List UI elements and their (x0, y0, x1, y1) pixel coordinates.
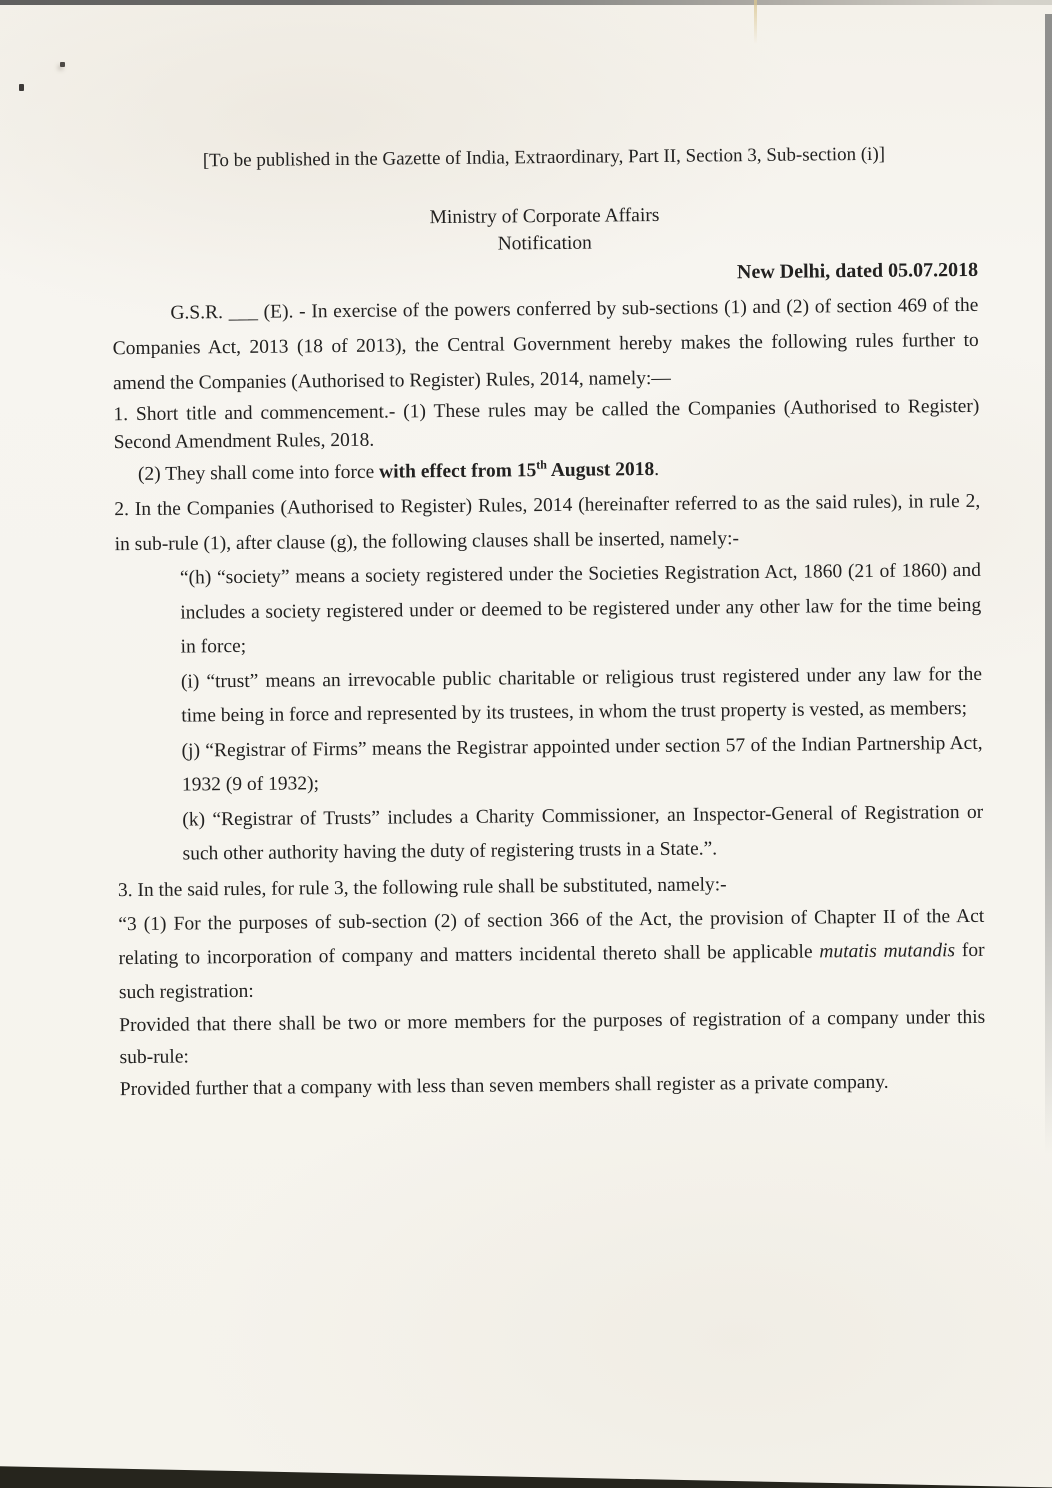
effective-date-bold: August 2018 (546, 458, 655, 482)
clause-j: (j) “Registrar of Firms” means the Registrar appointed under section 57 of the Indian Partnership Act, 1932 (9 of 1932); (181, 732, 983, 796)
sentence-period: . (654, 458, 660, 480)
proviso-1: Provided that there shall be two or more members for the purposes of registration of a company under this sub-rule: (119, 1006, 986, 1068)
rule3-sub1 (118, 899, 985, 1009)
scan-mark-artifact (754, 0, 757, 44)
ministry-line: Ministry of Corporate Affairs (429, 204, 660, 229)
publish-line: [To be published in the Gazette of India, Extraordinary, Part II, Section 3, Sub-section (i)] (202, 143, 886, 172)
mutatis-mutandis-italic: mutatis mutandis (819, 939, 956, 962)
rule2-intro: 2. In the Companies (Authorised to Register) Rules, 2014 (hereinafter referred to as the said rules), in rule 2, in sub-rule (1), after clause (g), the following clauses shall be inserted, namely:- (114, 490, 981, 556)
rule1-clause1: 1. Short title and commencement.- (1) These rules may be called the Companies (Authorised to Register) Second Amendment Rules, 2018. (113, 395, 980, 454)
scan-edge-bottom-artifact (0, 1466, 1052, 1488)
document-body (111, 136, 986, 1106)
gsr-paragraph: G.S.R. ___ (E). - In exercise of the powers conferred by sub-sections (1) and (2) of section 469 of the Companies Act, 2013 (18 of 2013), the Central Government hereby makes the following rules further to amend the Companies (Authorised to Register) Rules, 2014, namely:— (112, 294, 979, 395)
scan-edge-top-artifact (0, 0, 1052, 5)
dateline: New Delhi, dated 05.07.2018 (736, 258, 979, 284)
ink-speck (60, 62, 65, 67)
ink-speck (19, 84, 24, 91)
rule3-sub1-text: “3 (1) For the purposes of sub-section (2) of section 366 of the Act, the provision of Chapter II of the Act relating to incorporation of company and matters incidental thereto shall be applicable (118, 905, 985, 969)
rule3-sub1-text-end: for such registration: (118, 939, 985, 1003)
ordinal-superscript: th (536, 457, 547, 472)
notification-line: Notification (497, 232, 592, 255)
scan-edge-right-artifact (1045, 14, 1052, 1154)
clause-i: (i) “trust” means an irrevocable public charitable or religious trust registered under any law for the time being in force and represented by its trustees, in whom the trust property is vested, as members; (180, 663, 983, 727)
rule1-clause2-text: (2) They shall come into force (137, 461, 380, 485)
clause-h: “(h) “society” means a society registered under the Societies Registration Act, 1860 (21 of 1860) and includes a society registered under or deemed to be registered under any other law for the time being in force; (179, 559, 982, 658)
proviso-2: Provided further that a company with less than seven members shall register as a private company. (119, 1071, 889, 1100)
rule3-intro: 3. In the said rules, for rule 3, the following rule shall be substituted, namely:- (117, 873, 727, 901)
effective-date-bold: with effect from 15 (379, 460, 537, 483)
document-heading (111, 199, 977, 261)
clause-k: (k) “Registrar of Trusts” includes a Charity Commissioner, an Inspector-General of Registration or such other authority having the duty of registering trusts in a State.”. (182, 801, 984, 865)
